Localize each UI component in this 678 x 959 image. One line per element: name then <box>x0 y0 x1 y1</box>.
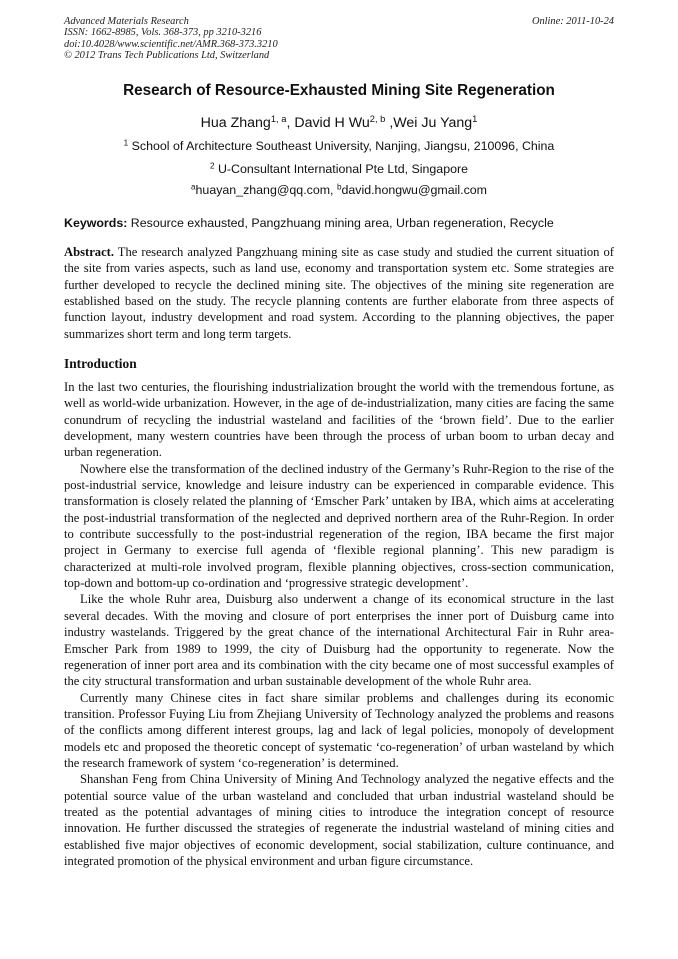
paper-title: Research of Resource-Exhausted Mining Site Regeneration <box>123 82 555 99</box>
journal-copyright: © 2012 Trans Tech Publications Ltd, Switzerland <box>64 50 270 62</box>
email-text: huayan_zhang@qq.com, <box>195 183 337 197</box>
affiliation-mark: 2 <box>209 161 215 171</box>
abstract-text: The research analyzed Pangzhuang mining site as case study and studied the current situation of the site from varies aspects, such as land use, economy and transportation system etc. Some strategies are further developed to recycle the declined mining site. The objectives of the mining site regeneration are established based on the study. The recycle planning contents are further elaborate from three aspects of function layout, industry development and road system. According to the planning objectives, the paper summarizes short term and long term targets. <box>64 245 614 341</box>
email-mark: a <box>190 182 196 192</box>
author-line <box>0 114 678 132</box>
author-separator: , <box>286 115 295 131</box>
paragraph: Like the whole Ruhr area, Duisburg also underwent a change of its economical structure in the last several decades. With the moving and closure of port enterprises the inner port of Duisburg came into industry wastelands. Triggered by the great chance of the international Architectural Fair in Ruhr area-Emscher Park from 1989 to 1999, the city of Duisburg had the opportunity to regenerate. Now the regeneration of inner port area and its combination with the city became one of most successful examples of the city structural transformation and urban sustainable development of the whole Ruhr area. <box>64 592 614 689</box>
paragraph: Nowhere else the transformation of the declined industry of the Germany’s Ruhr-Region to the rise of the post-industrial service, knowledge and leisure industry can be experienced in comparable evidence. This transformation is closely related the planning of ‘Emscher Park’ untaken by IBA, which aims at accelerating the post-industrial transformation of the neglected and deprived northern area of the Ruhr-Region. In order to contribute successfully to the post-industrial regeneration of the region, IBA became the first major project in Germany to exercise full agenda of ‘flexible regional planning’. This new paradigm is characterized at multi-role involved program, flexible planning objectives, cross-section communication, top-down and bottom-up co-ordination and ‘progressive strategic development’. <box>64 461 614 591</box>
paragraph: In the last two centuries, the flourishing industrialization brought the world with the tremendous fortune, as well as world-wide urbanization. However, in the age of de-industrialization, many cities are facing the same conundrum of recycling the industrial wasteland and facilities of the ‘brown field’. Due to the earlier development, many western countries have been through the process of urban boom to urban decay and urban regeneration. <box>64 380 614 460</box>
keywords-text: Resource exhausted, Pangzhuang mining area, Urban regeneration, Recycle <box>127 216 554 230</box>
abstract <box>64 244 614 342</box>
author-separator: , <box>385 115 394 131</box>
author-emails <box>0 183 678 198</box>
affiliation-1 <box>0 139 678 154</box>
paragraph: Shanshan Feng from China University of Mining And Technology analyzed the negative effects and the potential source value of the urban wasteland and concluded that urban industrial wasteland should be treated as the potential advantages of mining cities to introduce the integration concept of resource innovation. He further discussed the strategies of regenerate the industrial wasteland of mining cities and established five major objectives of economic development, social stabilization, culture continuance, and integrated promotion of the physical environment and urban figure circumstance. <box>64 772 614 868</box>
author-affiliation-mark: 2, b <box>369 113 386 124</box>
introduction-body <box>64 379 614 869</box>
paragraph: Currently many Chinese cites in fact share similar problems and challenges during its economic transition. Professor Fuying Liu from Zhejiang University of Technology analyzed the problems and reasons of the conflicts among different interest groups, lag and lack of legal policies, monopoly of development models etc and proposed the theoretic concept of systematic ‘co-regeneration’ of urban wasteland by which the research framework of system ‘co-regeneration’ is determined. <box>64 690 614 770</box>
journal-issn: ISSN: 1662-8985, Vols. 368-373, pp 3210-3216 <box>64 27 262 39</box>
affiliation-text: U-Consultant International Pte Ltd, Singapore <box>217 162 469 176</box>
author-affiliation-mark: 1 <box>472 113 478 124</box>
keywords <box>64 216 616 231</box>
affiliation-text: School of Architecture Southeast University, Nanjing, Jiangsu, 210096, China <box>131 139 555 153</box>
author-name: Hua Zhang <box>200 115 271 131</box>
affiliation-2 <box>0 162 678 177</box>
keywords-label: Keywords: <box>64 216 128 230</box>
journal-name: Advanced Materials Research <box>64 16 189 27</box>
abstract-label: Abstract. <box>64 245 115 259</box>
section-heading-introduction: Introduction <box>64 356 137 371</box>
journal-doi: doi:10.4028/www.scientific.net/AMR.368-373.3210 <box>64 38 278 50</box>
author-name: Wei Ju Yang <box>393 115 473 131</box>
online-date: Online: 2011-10-24 <box>531 16 614 27</box>
email-mark: b <box>336 182 342 192</box>
journal-header <box>64 16 278 62</box>
email-text: david.hongwu@gmail.com <box>341 183 487 197</box>
affiliation-mark: 1 <box>123 138 129 148</box>
author-name: David H Wu <box>294 115 370 131</box>
author-affiliation-mark: 1, a <box>270 113 287 124</box>
